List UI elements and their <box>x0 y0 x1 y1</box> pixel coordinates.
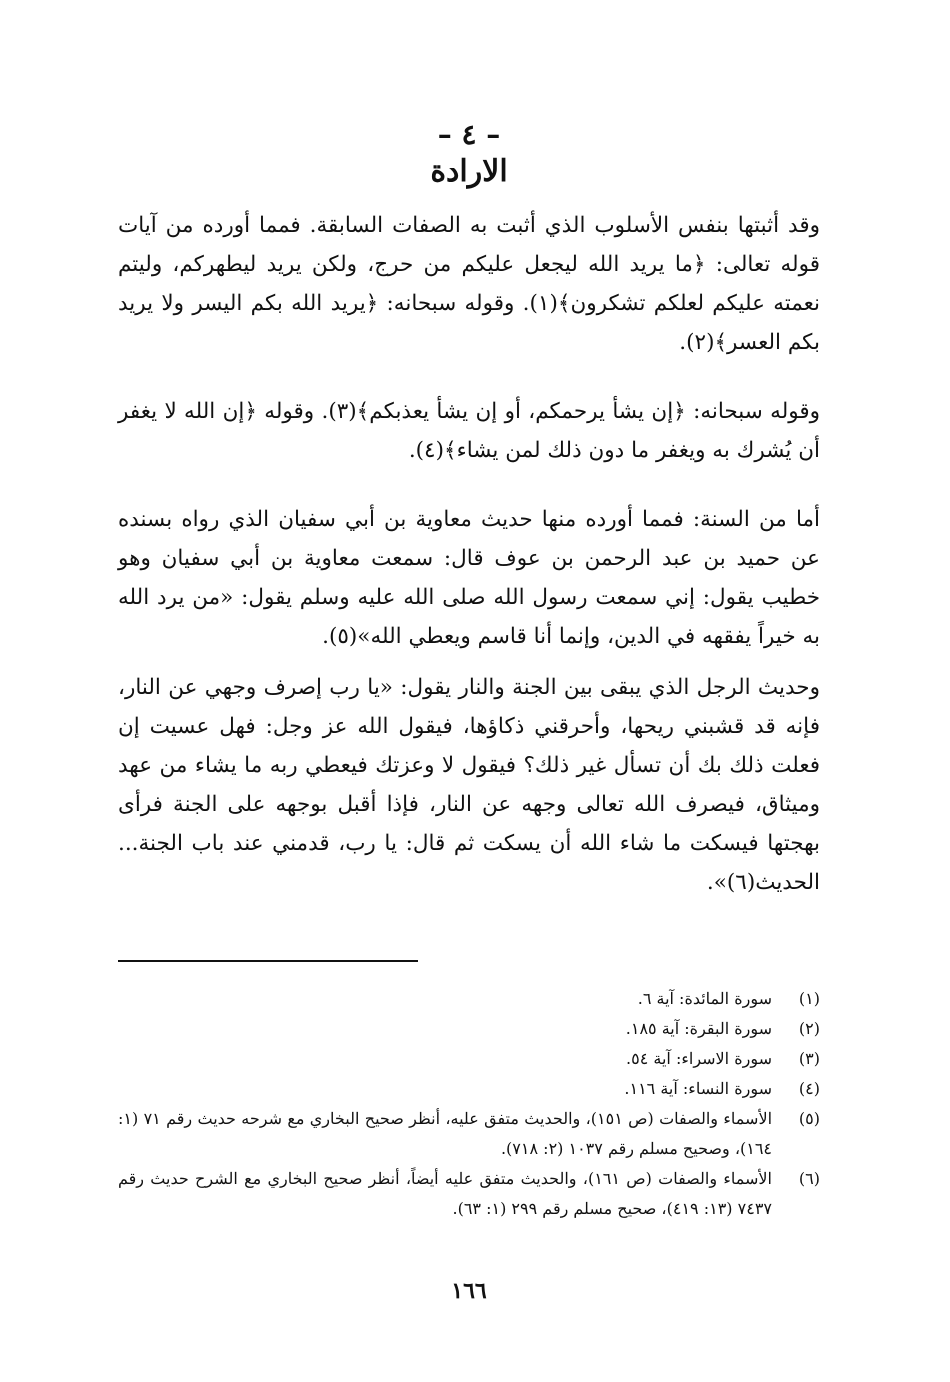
footnote <box>118 984 820 1014</box>
footnote-number: (٣) <box>798 1049 820 1068</box>
footnote-number: (٥) <box>798 1109 820 1128</box>
page-number: ١٦٦ <box>451 1278 487 1304</box>
paragraph-hadith: وحديث الرجل الذي يبقى بين الجنة والنار يقول: «يا رب إصرف وجهي عن النار، فإنه قد قشبني ريحها، وأحرقني ذكاؤها، فيقول الله عز وجل: فهل عسيت إن فعلت ذلك بك أن تسأل غير ذلك؟ فيقول لا وعزتك فيعطي ربه ما يشاء من عهد وميثاق، فيصرف الله تعالى وجهه عن النار، فإذا أقبل بوجهه على الجنة فرأى بهجتها فيسكت ما شاء الله أن يسكت ثم قال: يا رب، قدمني عند باب الجنة... الحديث(٦)». <box>118 675 820 895</box>
footnote-number: (٦) <box>798 1169 820 1188</box>
footnote <box>118 1014 820 1044</box>
paragraph-gap <box>118 470 820 500</box>
footnote <box>118 1044 820 1074</box>
book-page <box>118 118 820 1318</box>
footnote-number: (١) <box>798 989 820 1008</box>
footnote-text: سورة المائدة: آية ٦. <box>637 989 772 1008</box>
section-number: – ٤ – <box>437 118 501 151</box>
paragraph-sunnah: أما من السنة: فمما أورده منها حديث معاوية بن أبي سفيان الذي رواه بسنده عن حميد بن عبد الرحمن بن عوف قال: سمعت معاوية بن أبي سفيان وهو خطيب يقول: إني سمعت رسول الله صلى الله عليه وسلم يقول: «من يرد الله به خيراً يفقهه في الدين، وإنما أنا قاسم ويعطي الله»(٥). <box>118 507 820 649</box>
footnote-text: سورة النساء: آية ١١٦. <box>624 1079 772 1098</box>
paragraph-verses-2: وقوله سبحانه: ﴿إن يشأ يرحمكم، أو إن يشأ يعذبكم﴾(٣). وقوله ﴿إن الله لا يغفر أن يُشرك به ويغفر ما دون ذلك لمن يشاء﴾(٤). <box>118 399 821 463</box>
footnote <box>118 1164 820 1224</box>
footnote-text: سورة الاسراء: آية ٥٤. <box>626 1049 772 1068</box>
footnote-text: الأسماء والصفات (ص ١٥١)، والحديث متفق عليه، أنظر صحيح البخاري مع شرحه حديث رقم ٧١ (١: ١٦٤)، وصحيح مسلم رقم ١٠٣٧ (٢: ٧١٨). <box>118 1109 773 1158</box>
footnote-number: (٢) <box>798 1019 820 1038</box>
footnote <box>118 1074 820 1104</box>
footnote-number: (٤) <box>798 1079 820 1098</box>
paragraph-gap <box>118 362 820 392</box>
footnote-divider <box>118 960 418 962</box>
footnote <box>118 1104 820 1164</box>
paragraph-verses-1: وقد أثبتها بنفس الأسلوب الذي أثبت به الصفات السابقة. فمما أورده من آيات قوله تعالى: ﴿ما يريد الله ليجعل عليكم من حرج، ولكن يريد ليطهركم، وليتم نعمته عليكم لعلكم تشكرون﴾(١). وقوله سبحانه: ﴿يريد الله بكم اليسر ولا يريد بكم العسر﴾(٢). <box>118 213 820 355</box>
footnote-text: الأسماء والصفات (ص ١٦١)، والحديث متفق عليه أيضاً، أنظر صحيح البخاري مع الشرح حديث رقم ٧٤٣٧ (١٣: ٤١٩)، صحيح مسلم رقم ٢٩٩ (١: ٦٣). <box>118 1169 772 1218</box>
footnotes <box>118 984 820 1224</box>
paragraph-gap <box>118 656 820 668</box>
section-title: الارادة <box>430 154 508 189</box>
footnote-text: سورة البقرة: آية ١٨٥. <box>625 1019 772 1038</box>
